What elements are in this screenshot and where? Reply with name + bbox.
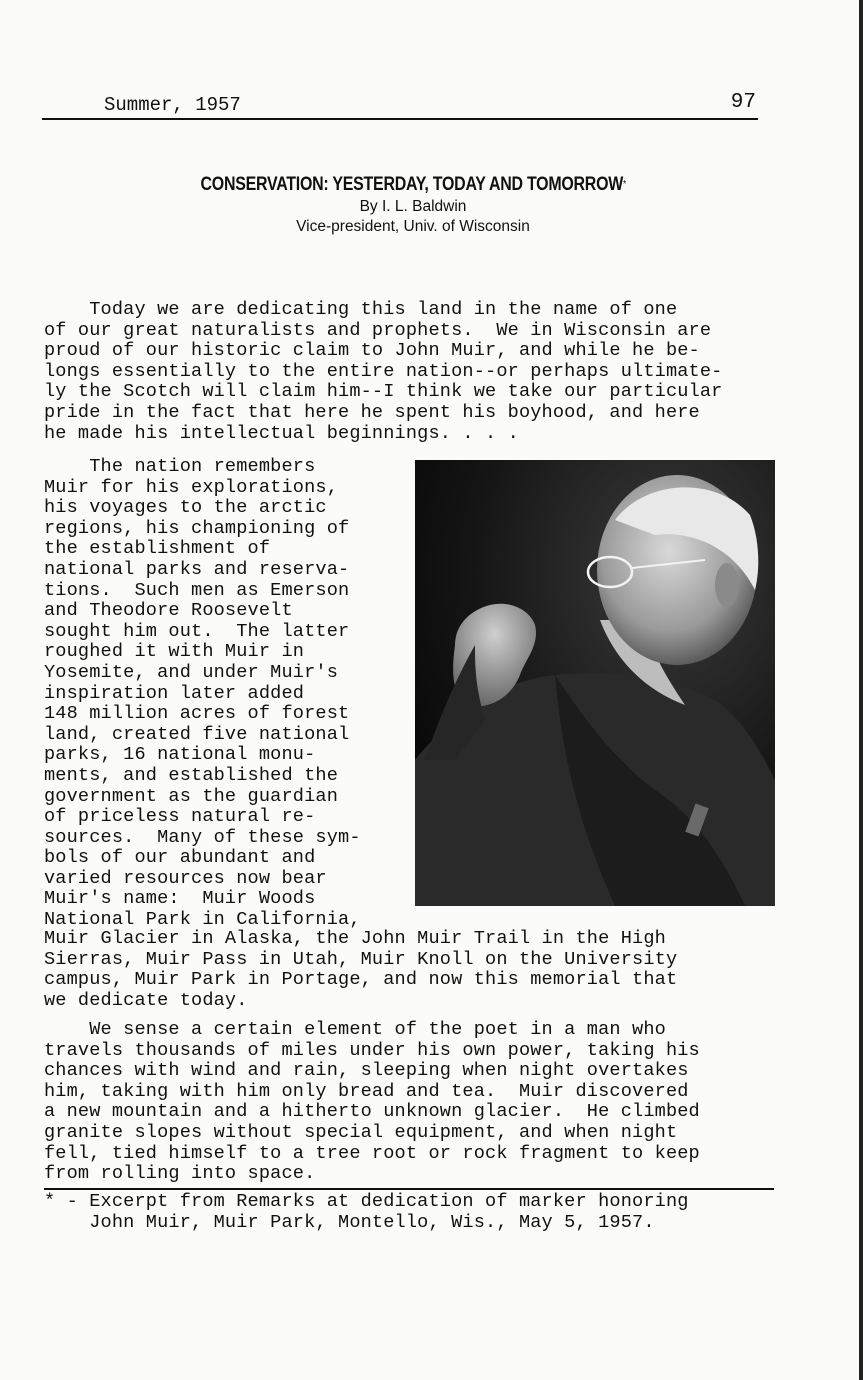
byline: By I. L. Baldwin: [359, 198, 467, 215]
author-affiliation: Vice-president, Univ. of Wisconsin: [296, 218, 530, 235]
article-heading: [0, 173, 826, 237]
paragraph-3: We sense a certain element of the poet in a man who travels thousands of miles under his own power, taking his chances with wind and rain, sleeping when night overtakes him, taking with him only bread and tea. Muir discovered a new mountain and a hitherto unknown glacier. He climbed granite slopes without special equipment, and when night fell, tied himself to a tree root or rock fragment to keep from rolling into space.: [44, 1019, 700, 1185]
article-title-text: CONSERVATION: YESTERDAY, TODAY AND TOMORROW: [200, 174, 623, 195]
running-header: [42, 92, 758, 120]
footnote-mark: *: [622, 179, 626, 190]
footnote-divider: [44, 1188, 774, 1190]
paragraph-2-continued: Muir Glacier in Alaska, the John Muir Trail in the High Sierras, Muir Pass in Utah, Muir Knoll on the University campus, Muir Park in Portage, and now this memorial that we dedicate today.: [44, 928, 678, 1011]
portrait-photo: [415, 460, 775, 906]
issue-date: Summer, 1957: [104, 94, 241, 116]
paragraph-1: Today we are dedicating this land in the name of one of our great naturalists and prophets. We in Wisconsin are proud of our historic claim to John Muir, and while he be- longs essentially to the entire nation--or perhaps ultimate- ly the Scotch will claim him--I think we take our particular pride in the fact that here he spent his boyhood, and here he made his intellectual beginnings. . . .: [44, 299, 723, 444]
footnote: * - Excerpt from Remarks at dedication of marker honoring John Muir, Muir Park, Montello, Wis., May 5, 1957.: [44, 1191, 689, 1233]
page-edge: [859, 0, 863, 1380]
portrait-illustration: [415, 460, 775, 906]
article-title: [200, 173, 626, 197]
paragraph-2: The nation remembers Muir for his explorations, his voyages to the arctic regions, his championing of the establishment of national parks and reserva- tions. Such men as Emerson and Theodore Roosevelt sought him out. The latter roughed it with Muir in Yosemite, and under Muir's inspiration later added 148 million acres of forest land, created five national parks, 16 national monu- ments, and established the government as the guardian of priceless natural re- sources. Many of these sym- bols of our abundant and varied resources now bear Muir's name: Muir Woods National Park in California,: [44, 456, 361, 931]
page-number: 97: [730, 91, 756, 114]
